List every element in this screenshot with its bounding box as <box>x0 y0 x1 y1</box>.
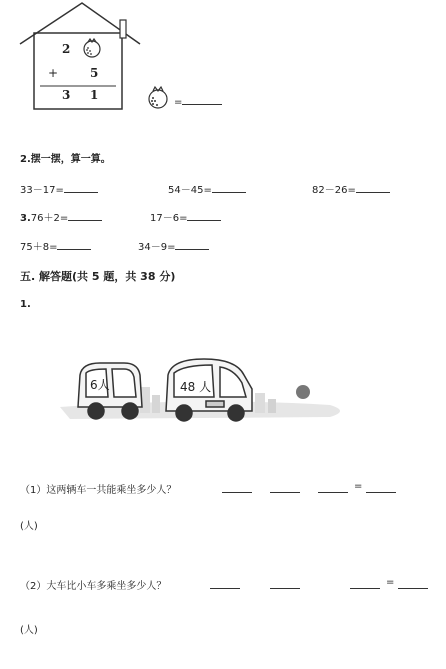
answer-blank <box>212 182 246 193</box>
equation-2 <box>168 181 246 196</box>
answer-equals <box>174 94 222 108</box>
answer-blank <box>222 482 252 493</box>
small-car-label: 6人 <box>90 378 110 392</box>
q1-part2: （2）大车比小车多乘坐多少人？ <box>20 581 167 592</box>
equation-7 <box>138 238 209 253</box>
question-1-number: 1. <box>20 299 31 310</box>
unit-label: (人) <box>20 625 38 636</box>
equation-3 <box>312 181 390 196</box>
answer-blank <box>318 482 348 493</box>
section2-title: 2.摆一摆，算一算。 <box>20 154 111 165</box>
equation-text: 17－6= <box>150 213 188 224</box>
answer-blank <box>57 239 91 250</box>
answer-blank <box>64 182 98 193</box>
equation-text: 76＋2= <box>30 213 69 224</box>
second-digit: 5 <box>90 66 99 80</box>
unit-label: (人) <box>20 521 38 532</box>
answer-blank <box>182 94 222 105</box>
answer-blank <box>187 210 221 221</box>
result-ones: 1 <box>90 88 99 102</box>
equals-sign: = <box>174 97 183 108</box>
big-car-label: 48 人 <box>180 380 212 394</box>
question-number: 3. <box>20 213 31 224</box>
plus-sign: + <box>48 66 59 80</box>
equals-sign: = <box>386 577 395 588</box>
top-digit: 2 <box>62 42 71 56</box>
answer-blank <box>398 578 428 589</box>
q1-part1: （1）这两辆车一共能乘坐多少人？ <box>20 485 177 496</box>
equals-sign: = <box>354 481 363 492</box>
answer-blank <box>350 578 380 589</box>
answer-blank <box>270 482 300 493</box>
answer-blank <box>270 578 300 589</box>
equation-text: 34－9= <box>138 242 176 253</box>
answer-blank <box>68 210 102 221</box>
equation-5 <box>150 209 221 224</box>
answer-blank <box>366 482 396 493</box>
equation-6 <box>20 238 91 253</box>
answer-blank <box>210 578 240 589</box>
answer-blank <box>356 182 390 193</box>
answer-blank <box>175 239 209 250</box>
cars-illustration <box>0 345 446 445</box>
equation-4 <box>20 209 102 224</box>
pomegranate-icon <box>82 38 102 58</box>
house-figure <box>0 0 446 130</box>
equation-text: 82－26= <box>312 185 356 196</box>
equation-text: 33－17= <box>20 185 64 196</box>
equation-text: 75＋8= <box>20 242 58 253</box>
pomegranate-answer-icon <box>146 86 170 110</box>
section5-title: 五. 解答题(共 5 题，共 38 分) <box>20 270 176 283</box>
equation-text: 54－45= <box>168 185 212 196</box>
equation-1 <box>20 181 98 196</box>
result-tens: 3 <box>62 88 71 102</box>
